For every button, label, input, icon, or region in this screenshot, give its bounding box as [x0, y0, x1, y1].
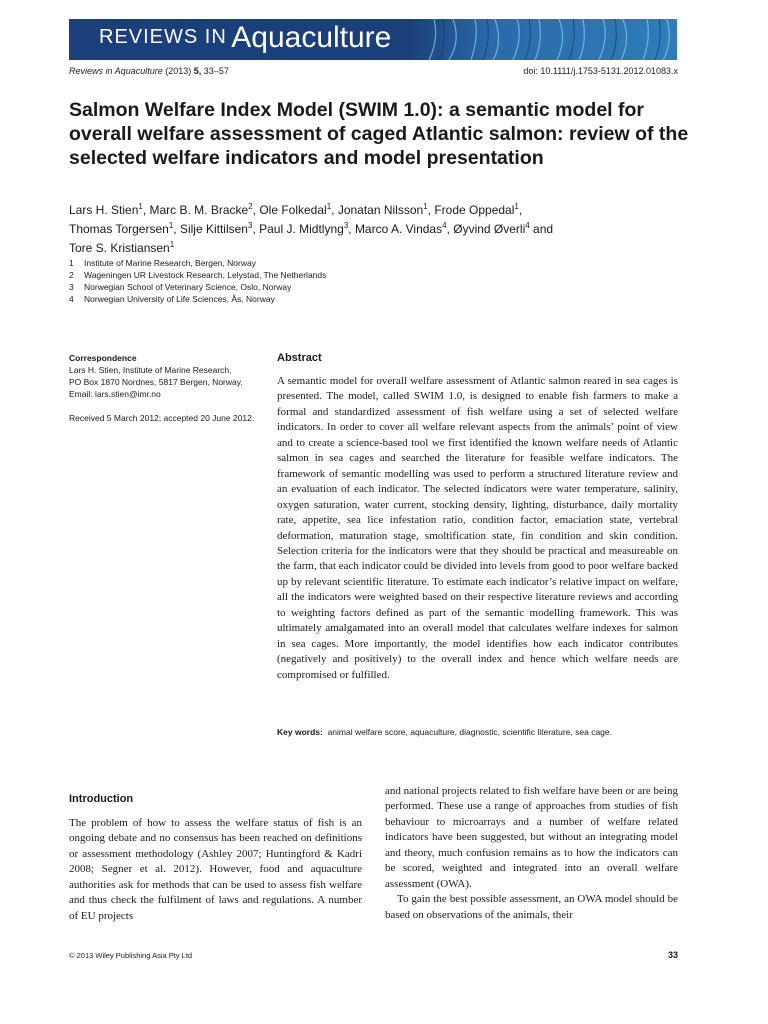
- banner-title: [99, 21, 391, 55]
- author-list: [69, 199, 679, 256]
- author: Frode Oppedal$^1$,: [434, 202, 523, 217]
- introduction-paragraph: and national projects related to fish welfare have been or are being performed. These use a range of approaches from studies of fish behaviour to microarrays and a number of welfare related indicators have been suggested, but without an integrating model and theory, much confusion remains as to how the indicators can be scored, weighted and integrated into an overall welfare assessment (OWA).: [385, 785, 678, 890]
- journal-banner: [69, 19, 677, 60]
- keywords-text: animal welfare score, aquaculture, diagnostic, scientific literature, sea cage.: [327, 727, 612, 737]
- author: Marc B. M. Bracke$^2$,: [149, 202, 260, 217]
- author: Tore S. Kristiansen$^1$: [69, 240, 175, 255]
- author: Marco A. Vindas$^4$,: [354, 221, 454, 236]
- introduction-column-1: The problem of how to assess the welfare status of fish is an ongoing debate and no consensus has been reached on definitions or assessment methodology (Ashley 2007; Huntingford & Kadri 2008; Segner et al. 2012). However, food and aquaculture authorities ask for methods that can be used to assess fish welfare and thus check the fulfilment of laws and regulations. A number of EU projects: [69, 817, 362, 922]
- correspondence-line: Lars H. Stien, Institute of Marine Research,: [69, 365, 232, 375]
- author: Øyvind Øverli$^4$ and: [453, 221, 554, 236]
- page-number: 33: [667, 950, 678, 960]
- introduction-paragraph: To gain the best possible assessment, an OWA model should be based on observations of the animals, their: [385, 893, 678, 921]
- author: Silje Kittilsen$^3$,: [179, 221, 260, 236]
- author: Paul J. Midtlyng$^3$,: [259, 221, 355, 236]
- affiliation: 4 Norwegian University of Life Sciences, Ås, Norway: [69, 294, 275, 304]
- banner-prefix: REVIEWS IN: [99, 26, 227, 48]
- received-dates: Received 5 March 2012; accepted 20 June 2012.: [69, 413, 255, 423]
- banner-journal-name: Aquaculture: [231, 21, 392, 54]
- correspondence-block: [69, 352, 269, 424]
- introduction-heading: Introduction: [69, 793, 134, 805]
- journal-volume: 5,: [193, 66, 202, 76]
- affiliation-list: [69, 257, 326, 305]
- correspondence-heading: Correspondence: [69, 353, 137, 363]
- copyright: © 2013 Wiley Publishing Asia Pty Ltd: [69, 951, 193, 960]
- introduction-column-2: [385, 784, 678, 923]
- abstract-heading: Abstract: [277, 352, 322, 364]
- affiliation: 2 Wageningen UR Livestock Research, Lelystad, The Netherlands: [69, 270, 327, 280]
- article-title: Salmon Welfare Index Model (SWIM 1.0): a semantic model for overall welfare assessment of caged Atlantic salmon: review of the selected welfare indicators and model presentation: [69, 99, 689, 169]
- doi: doi: 10.1111/j.1753-5131.2012.01083.x: [523, 66, 678, 76]
- correspondence-email[interactable]: Email: lars.stien@imr.no: [69, 389, 161, 399]
- banner-water-texture: [409, 19, 677, 60]
- journal-name: Reviews in Aquaculture: [69, 66, 163, 76]
- correspondence-line: PO Box 1870 Nordnes, 5817 Bergen, Norway.: [69, 377, 243, 387]
- author: Ole Folkedal$^1$,: [259, 202, 338, 217]
- journal-citation: [69, 66, 229, 76]
- affiliation: 3 Norwegian School of Veterinary Science, Oslo, Norway: [69, 282, 292, 292]
- author: Thomas Torgersen$^1$,: [69, 221, 180, 236]
- abstract-text: A semantic model for overall welfare assessment of Atlantic salmon reared in sea cages is presented. The model, called SWIM 1.0, is designed to enable fish farmers to make a formal and standardized assessment of fish welfare using a set of selected welfare indicators. In order to cover all welfare relevant aspects from the animals’ point of view and to create a science-based tool we first identified the known welfare needs of Atlantic salmon in sea cages and searched the literature for feasible welfare indicators. The framework of semantic modelling was used to perform a structured literature review and an evaluation of each indicator. The selected indicators were water temperature, salinity, oxygen saturation, water current, stocking density, lighting, disturbance, daily mortality rate, appetite, sea lice infestation ratio, condition factor, emaciation state, vertebral deformation, maturation stage, smoltification state, fin condition and skin condition. Selection criteria for the indicators were that they should be practical and measureable on the farm, that each indicator could be divided into levels from good to poor welfare backed up by relevant scientific literature. To estimate each indicator’s relative impact on welfare, all the indicators were weighted based on their respective literature reviews and according to weighting factors defined as part of the semantic modelling framework. This was ultimately amalgamated into an overall model that calculates welfare indexes for salmon in sea cages. More importantly, the model identifies how each indicator contributes (negatively and positively) to the overall index and hence which welfare needs are compromised or fulfilled.: [277, 375, 678, 681]
- keywords-label: Key words:: [277, 727, 323, 737]
- author: Lars H. Stien$^1$,: [69, 202, 150, 217]
- author: Jonatan Nilsson$^1$,: [337, 202, 435, 217]
- journal-pages: 33–57: [203, 66, 229, 76]
- journal-year: (2013): [165, 66, 192, 76]
- affiliation: 1 Institute of Marine Research, Bergen, Norway: [69, 258, 256, 268]
- keywords: [277, 727, 697, 737]
